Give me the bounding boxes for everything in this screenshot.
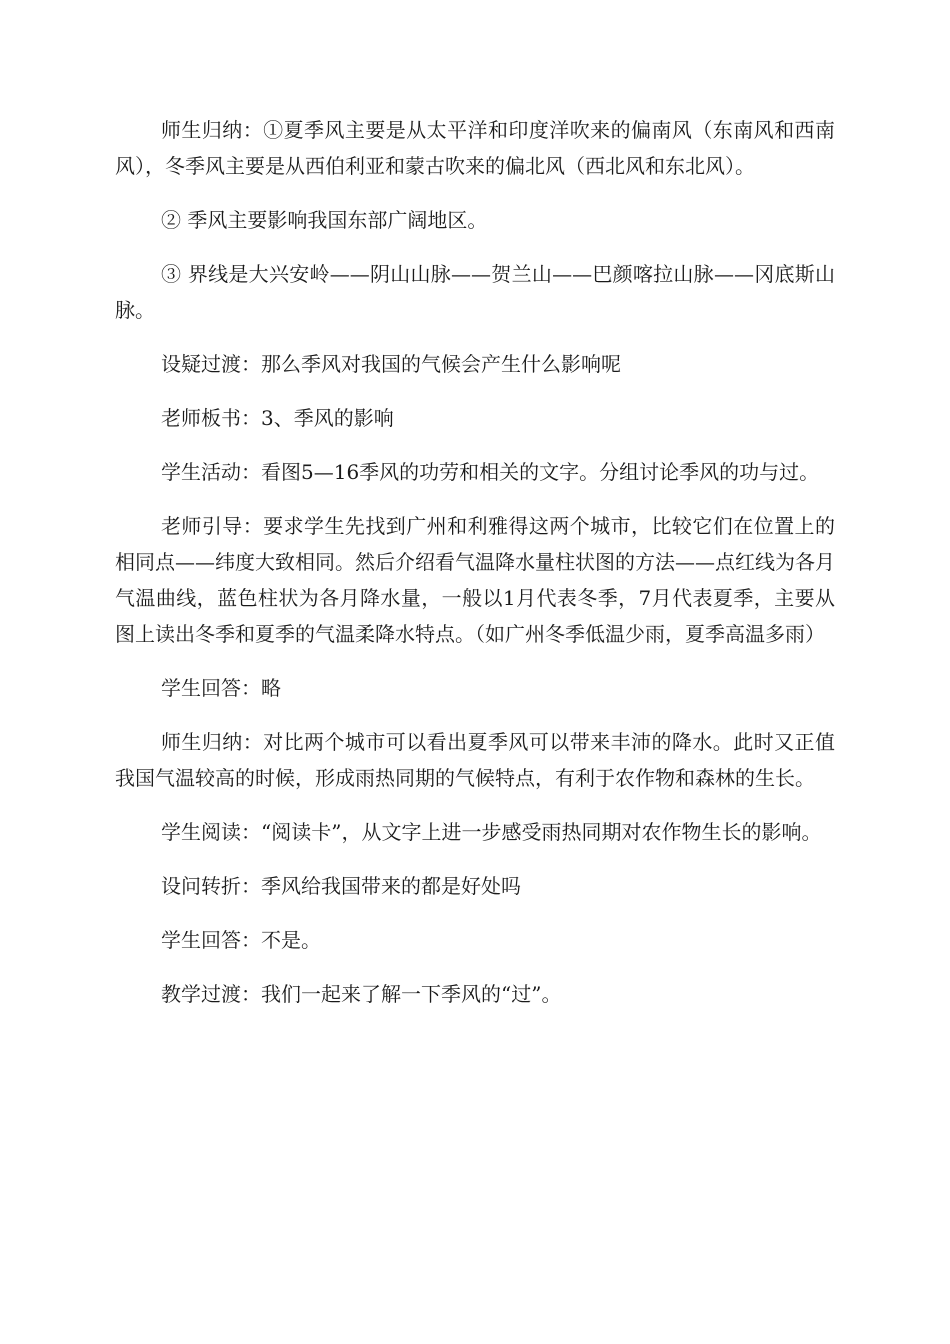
paragraph-board-heading: 老师板书：3、季风的影响 — [161, 406, 394, 430]
paragraph-summary-monsoon-direction: 师生归纳：①夏季风主要是从太平洋和印度洋吹来的偏南风（东南风和西南风），冬季风主要是从西伯利亚和蒙古吹来的偏北风（西北风和东北风）。 — [115, 118, 835, 178]
paragraph-monsoon-area: ② 季风主要影响我国东部广阔地区。 — [161, 208, 488, 232]
paragraph-student-answer-no: 学生回答：不是。 — [161, 928, 321, 952]
document-body — [115, 112, 835, 1030]
paragraph-teaching-transition: 教学过渡：我们一起来了解一下季风的“过”。 — [161, 982, 562, 1006]
paragraph-monsoon-boundary: ③ 界线是大兴安岭——阴山山脉——贺兰山——巴颜喀拉山脉——冈底斯山脉。 — [115, 262, 835, 322]
paragraph-student-reading: 学生阅读：“阅读卡”，从文字上进一步感受雨热同期对农作物生长的影响。 — [161, 820, 822, 844]
paragraph-summary-rain-heat: 师生归纳：对比两个城市可以看出夏季风可以带来丰沛的降水。此时又正值我国气温较高的时候，形成雨热同期的气候特点，有利于农作物和森林的生长。 — [115, 730, 835, 790]
paragraph-transition-question: 设疑过渡：那么季风对我国的气候会产生什么影响呢 — [161, 352, 621, 376]
paragraph-teacher-guidance: 老师引导：要求学生先找到广州和利雅得这两个城市，比较它们在位置上的相同点——纬度大致相同。然后介绍看气温降水量柱状图的方法——点红线为各月气温曲线，蓝色柱状为各月降水量，一般以1月代表冬季，7月代表夏季，主要从图上读出冬季和夏季的气温柔降水特点。（如广州冬季低温少雨，夏季高温多雨） — [115, 514, 835, 646]
paragraph-question-turn: 设问转折：季风给我国带来的都是好处吗 — [161, 874, 521, 898]
paragraph-student-answer: 学生回答：略 — [161, 676, 281, 700]
paragraph-student-activity: 学生活动：看图5—16季风的功劳和相关的文字。分组讨论季风的功与过。 — [161, 460, 820, 484]
